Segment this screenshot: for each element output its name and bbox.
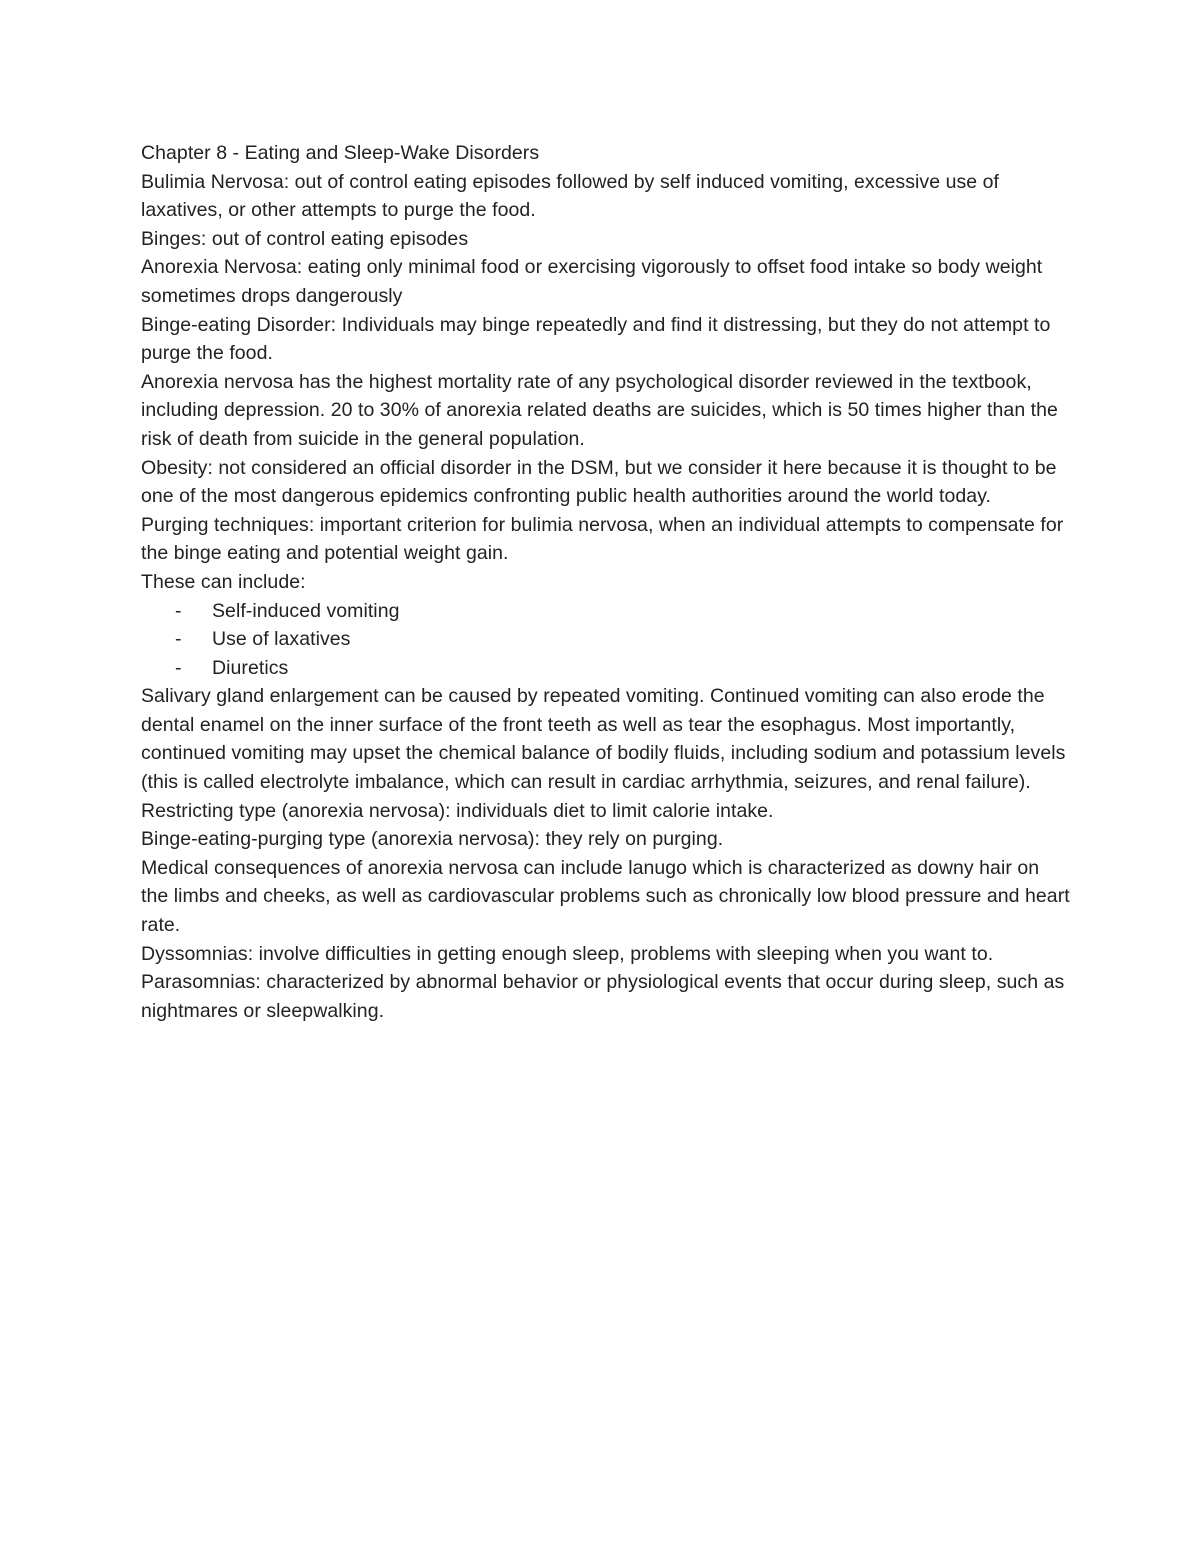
list-item [141,654,1071,683]
paragraph-these-can-include: These can include: [141,570,306,593]
paragraph-binges: Binges: out of control eating episodes [141,227,469,250]
paragraph-salivary-gland: Salivary gland enlargement can be caused by repeated vomiting. Continued vomiting can also erode the dental enamel on the inner surface of the front teeth as well as tear the esophagus. Most importantly, continued vomiting may upset the chemical balance of bodily fluids, including sodium and potassium levels (this is called electrolyte imbalance, which can result in cardiac arrhythmia, seizures, and renal failure). [141,685,1066,794]
paragraph-binge-eating-purging-type: Binge-eating-purging type (anorexia nervosa): they rely on purging. [141,828,724,851]
bullet-marker: - [175,599,182,622]
paragraph-obesity: Obesity: not considered an official disorder in the DSM, but we consider it here because it is thought to be one of the most dangerous epidemics confronting public health authorities around the world today. [141,456,1057,508]
bullet-marker: - [175,656,182,679]
paragraph-parasomnias: Parasomnias: characterized by abnormal behavior or physiological events that occur during sleep, such as nightmares or sleepwalking. [141,971,1065,1022]
paragraph-binge-eating-disorder: Binge-eating Disorder: Individuals may binge repeatedly and find it distressing, but they do not attempt to purge the food. [141,313,1051,365]
purging-methods-list [141,597,1071,683]
list-item-text: Diuretics [212,656,289,679]
document-title: Chapter 8 - Eating and Sleep-Wake Disorders [141,142,540,164]
paragraph-dyssomnias: Dyssomnias: involve difficulties in getting enough sleep, problems with sleeping when you want to. [141,942,994,965]
list-item [141,597,1071,626]
paragraph-bulimia-nervosa: Bulimia Nervosa: out of control eating episodes followed by self induced vomiting, excessive use of laxatives, or other attempts to purge the food. [141,170,999,222]
paragraph-mortality-rate: Anorexia nervosa has the highest mortality rate of any psychological disorder reviewed in the textbook, including depression. 20 to 30% of anorexia related deaths are suicides, which is 50 times higher than the risk of death from suicide in the general population. [141,370,1058,450]
document-page [141,139,1071,1025]
paragraph-purging-techniques: Purging techniques: important criterion for bulimia nervosa, when an individual attempts to compensate for the binge eating and potential weight gain. [141,513,1064,565]
list-item-text: Use of laxatives [212,628,351,651]
paragraph-restricting-type: Restricting type (anorexia nervosa): individuals diet to limit calorie intake. [141,799,774,822]
bullet-marker: - [175,628,182,651]
paragraph-anorexia-nervosa: Anorexia Nervosa: eating only minimal food or exercising vigorously to offset food intake so body weight sometimes drops dangerously [141,256,1043,307]
paragraph-medical-consequences: Medical consequences of anorexia nervosa can include lanugo which is characterized as downy hair on the limbs and cheeks, as well as cardiovascular problems such as chronically low blood pressure and heart rate. [141,856,1070,937]
list-item [141,625,1071,654]
list-item-text: Self-induced vomiting [212,599,400,622]
